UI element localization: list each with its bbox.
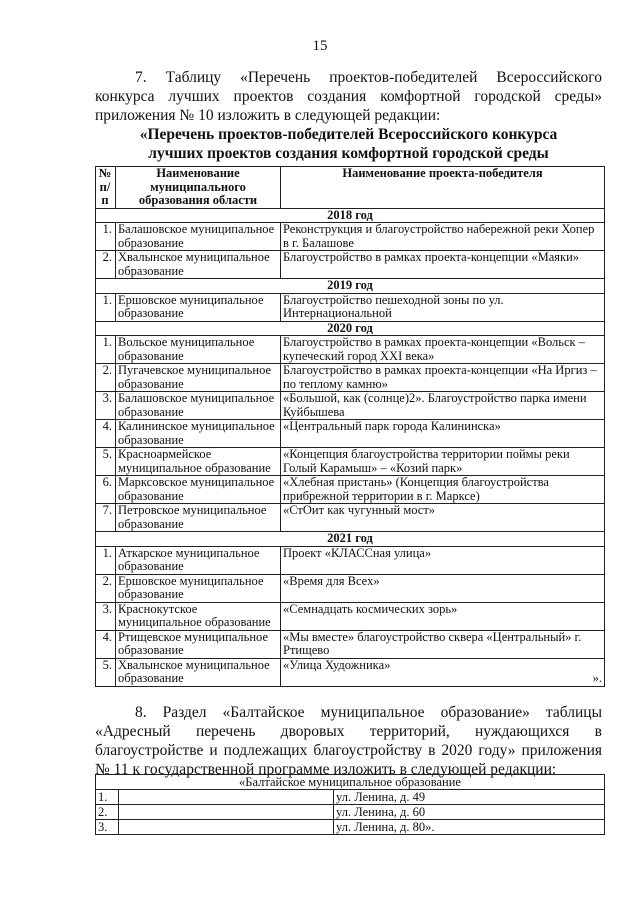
cell-num xyxy=(96,293,116,321)
cell-municipality xyxy=(116,251,281,279)
list-title-line-2: лучших проектов создания комфортной городской среды xyxy=(148,145,549,162)
address-cell-middle xyxy=(119,805,334,820)
year-label: 2021 год xyxy=(96,532,605,547)
cell-num-text: 3. xyxy=(102,391,112,405)
cell-project-text: Благоустройство в рамках проекта-концепции «Вольск – купеческий город XXI века» xyxy=(283,335,585,363)
cell-municipality xyxy=(116,392,281,420)
address-cell-address: ул. Ленина, д. 80». xyxy=(334,820,605,835)
cell-num-text: 7. xyxy=(102,503,112,517)
cell-project xyxy=(281,476,605,504)
address-cell-num: 2. xyxy=(96,805,119,820)
address-cell-middle xyxy=(119,820,334,835)
cell-municipality-text: Калининское муниципальное образование xyxy=(118,419,275,447)
table-row xyxy=(96,630,605,658)
cell-num xyxy=(96,658,116,686)
cell-municipality-text: Аткарское муниципальное образование xyxy=(118,545,260,573)
cell-project xyxy=(281,293,605,321)
address-table-body xyxy=(96,790,605,835)
address-row xyxy=(96,790,605,805)
address-table-header: «Балтайское муниципальное образование xyxy=(96,775,605,790)
cell-num-text: 2. xyxy=(102,363,112,377)
address-cell-address: ул. Ленина, д. 49 xyxy=(334,790,605,805)
cell-municipality-text: Хвалынское муниципальное образование xyxy=(118,657,270,685)
paragraph-8-text: 8. Раздел «Балтайское муниципальное образование» таблицы «Адресный перечень дворовых территорий, нуждающихся в благоустройстве и подлежащих благоустройству в 2020 году» приложения № 11 к государственной программе изложить в следующей редакции: xyxy=(95,704,602,778)
cell-project xyxy=(281,602,605,630)
table-row xyxy=(96,336,605,364)
cell-municipality-text: Ершовское муниципальное образование xyxy=(118,573,264,601)
cell-num xyxy=(96,223,116,251)
table-row xyxy=(96,392,605,420)
table-row xyxy=(96,364,605,392)
cell-project-text: «Концепция благоустройства территории поймы реки Голый Карамыш» – «Козий парк» xyxy=(283,447,570,475)
year-label: 2020 год xyxy=(96,321,605,336)
cell-num-text: 5. xyxy=(102,447,112,461)
address-row xyxy=(96,805,605,820)
table-row xyxy=(96,251,605,279)
cell-municipality-text: Вольское муниципальное образование xyxy=(118,335,255,363)
table-row xyxy=(96,546,605,574)
cell-num-text: 4. xyxy=(102,629,112,644)
cell-num xyxy=(96,392,116,420)
address-cell-middle xyxy=(119,790,334,805)
cell-municipality xyxy=(116,574,281,602)
cell-municipality-text: Ртищевское муниципальное образование xyxy=(118,629,269,657)
year-row xyxy=(96,208,605,223)
paragraph-7-text: 7. Таблицу «Перечень проектов-победителей Всероссийского конкурса лучших проектов создания комфортной городской среды» приложения № 10 изложить в следующей редакции: xyxy=(95,69,602,124)
cell-municipality-text: Краснокутское муниципальное образование xyxy=(118,601,271,629)
cell-municipality-text: Балашовское муниципальное образование xyxy=(118,391,275,419)
table-row xyxy=(96,574,605,602)
cell-municipality-text: Ершовское муниципальное образование xyxy=(118,292,264,320)
cell-project xyxy=(281,420,605,448)
cell-municipality xyxy=(116,448,281,476)
cell-municipality xyxy=(116,504,281,532)
page-number: 15 xyxy=(312,38,328,54)
cell-num xyxy=(96,364,116,392)
year-row xyxy=(96,532,605,547)
cell-project xyxy=(281,251,605,279)
table-row xyxy=(96,602,605,630)
cell-project xyxy=(281,364,605,392)
address-cell-num: 3. xyxy=(96,820,119,835)
list-title-line-1: «Перечень проектов-победителей Всероссийского конкурса xyxy=(139,126,558,143)
cell-num-text: 1. xyxy=(102,292,112,307)
cell-municipality xyxy=(116,223,281,251)
header-num: № п/п xyxy=(96,167,116,209)
cell-municipality xyxy=(116,546,281,574)
cell-project xyxy=(281,630,605,658)
cell-project xyxy=(281,504,605,532)
table-row xyxy=(96,504,605,532)
address-row xyxy=(96,820,605,835)
cell-num-text: 1. xyxy=(102,545,112,560)
cell-project-text: «Время для Всех» xyxy=(283,573,380,588)
cell-project-text: Благоустройство в рамках проекта-концепции «Маяки» xyxy=(283,250,580,264)
cell-num xyxy=(96,251,116,279)
header-municipality: Наименование муниципального образования области xyxy=(116,167,281,209)
cell-num xyxy=(96,504,116,532)
cell-num-text: 3. xyxy=(102,601,112,616)
table-row xyxy=(96,448,605,476)
cell-project xyxy=(281,336,605,364)
cell-municipality xyxy=(116,630,281,658)
cell-num xyxy=(96,420,116,448)
year-label: 2018 год xyxy=(96,208,605,223)
cell-municipality-text: Хвалынское муниципальное образование xyxy=(118,250,270,278)
closing-quote: ». xyxy=(592,671,602,685)
address-table-header-row xyxy=(96,775,605,790)
address-cell-num: 1. xyxy=(96,790,119,805)
paragraph-8 xyxy=(95,703,602,779)
cell-num-text: 5. xyxy=(102,657,112,672)
cell-project xyxy=(281,546,605,574)
cell-project-text: Благоустройство пешеходной зоны по ул. Интернациональной xyxy=(283,292,504,320)
address-table xyxy=(95,774,605,835)
cell-municipality xyxy=(116,420,281,448)
table-row xyxy=(96,476,605,504)
cell-project xyxy=(281,658,605,686)
cell-num-text: 6. xyxy=(102,475,112,489)
winners-table-body xyxy=(96,208,605,686)
cell-num xyxy=(96,574,116,602)
cell-municipality xyxy=(116,658,281,686)
cell-num-text: 2. xyxy=(102,573,112,588)
cell-project-text: «Семнадцать космических зорь» xyxy=(283,601,458,616)
cell-num xyxy=(96,336,116,364)
cell-num xyxy=(96,448,116,476)
winners-table xyxy=(95,166,605,687)
cell-project-text: Реконструкция и благоустройство набережной реки Хопер в г. Балашове xyxy=(283,222,595,250)
address-cell-address: ул. Ленина, д. 60 xyxy=(334,805,605,820)
cell-project-text: «Центральный парк города Калининска» xyxy=(283,419,501,433)
cell-municipality-text: Пугачевское муниципальное образование xyxy=(118,363,272,391)
cell-project xyxy=(281,392,605,420)
year-label: 2019 год xyxy=(96,279,605,294)
table-row xyxy=(96,658,605,686)
cell-num-text: 4. xyxy=(102,419,112,433)
cell-num xyxy=(96,630,116,658)
cell-num-text: 2. xyxy=(102,250,112,264)
cell-municipality xyxy=(116,602,281,630)
cell-num xyxy=(96,546,116,574)
cell-num xyxy=(96,476,116,504)
year-row xyxy=(96,321,605,336)
cell-num-text: 1. xyxy=(102,222,112,236)
cell-project xyxy=(281,574,605,602)
year-row xyxy=(96,279,605,294)
cell-project-text: «Мы вместе» благоустройство сквера «Центральный» г. Ртищево xyxy=(283,629,582,657)
table-row xyxy=(96,420,605,448)
header-project: Наименование проекта-победителя xyxy=(281,167,605,209)
cell-municipality xyxy=(116,364,281,392)
cell-project-text: Благоустройство в рамках проекта-концепции «На Иргиз – по теплому камню» xyxy=(283,363,597,391)
cell-project xyxy=(281,223,605,251)
cell-num xyxy=(96,602,116,630)
paragraph-7 xyxy=(95,68,602,125)
table-row xyxy=(96,223,605,251)
cell-municipality-text: Балашовское муниципальное образование xyxy=(118,222,275,250)
list-title xyxy=(95,125,602,163)
cell-project-text: «Улица Художника» xyxy=(283,657,391,672)
cell-project-text: Проект «КЛАССная улица» xyxy=(283,545,432,560)
cell-municipality xyxy=(116,293,281,321)
cell-project-text: «СтОит как чугунный мост» xyxy=(283,503,436,517)
cell-municipality xyxy=(116,476,281,504)
cell-project-text: «Большой, как (солнце)2». Благоустройство парка имени Куйбышева xyxy=(283,391,587,419)
table-row xyxy=(96,293,605,321)
cell-municipality-text: Красноармейское муниципальное образование xyxy=(118,447,271,475)
cell-project xyxy=(281,448,605,476)
cell-municipality xyxy=(116,336,281,364)
cell-project-text: «Хлебная пристань» (Концепция благоустройства прибрежной территории в г. Марксе) xyxy=(283,475,549,503)
table-header-row xyxy=(96,167,605,209)
cell-municipality-text: Петровское муниципальное образование xyxy=(118,503,267,531)
cell-num-text: 1. xyxy=(102,335,112,349)
cell-municipality-text: Марксовское муниципальное образование xyxy=(118,475,275,503)
